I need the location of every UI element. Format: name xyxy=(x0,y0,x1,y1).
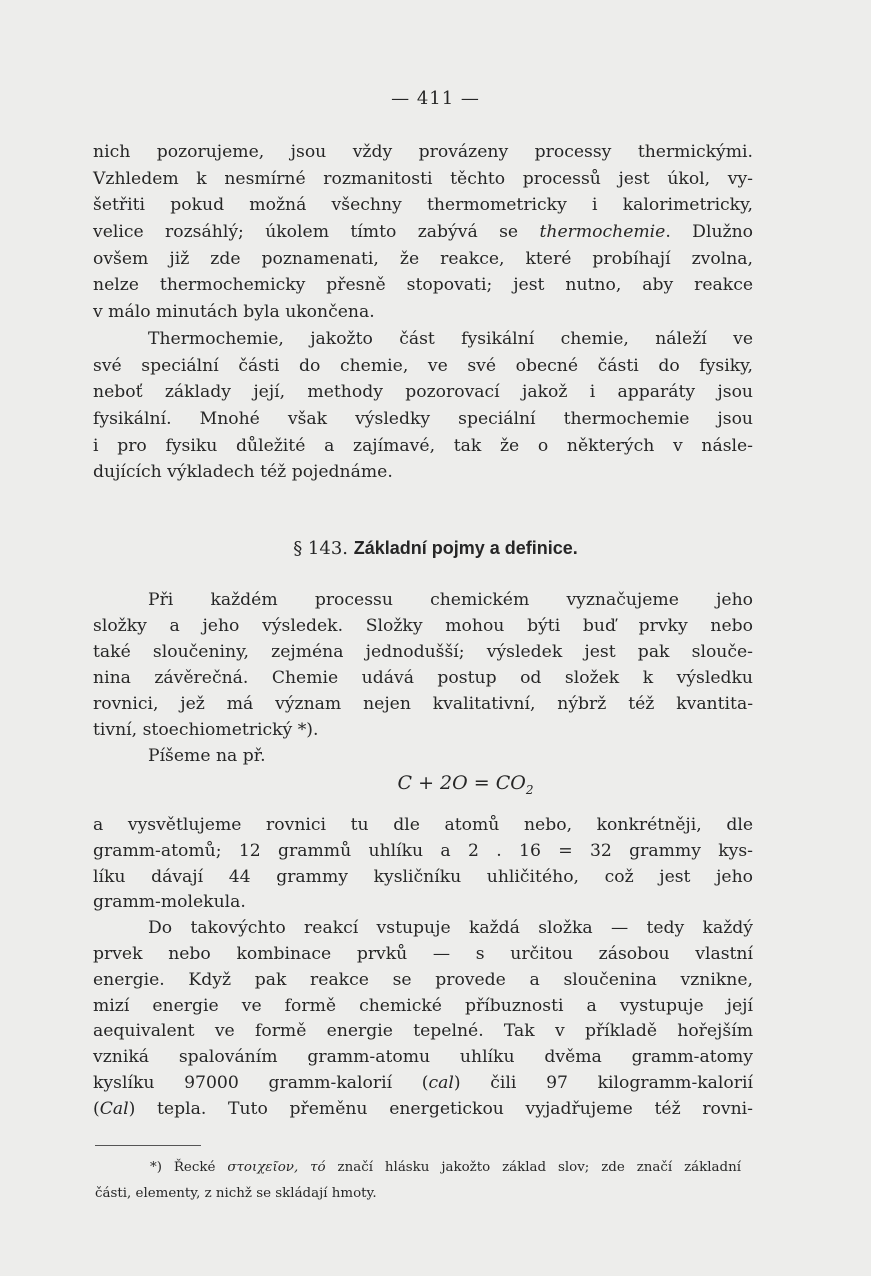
text-line xyxy=(93,139,753,166)
text-segment: tivní, stoechiometrický *). xyxy=(93,720,319,740)
page-number: — 411 — xyxy=(391,88,480,109)
text-line xyxy=(93,1045,753,1071)
footnote xyxy=(95,1155,741,1207)
text-segment: fysikální. Mnohé však výsledky speciální thermochemie jsou xyxy=(93,408,753,429)
text-line xyxy=(93,272,753,299)
text-line xyxy=(93,813,753,839)
text-segment: energie. Když pak reakce se provede a sloučenina vznikne, xyxy=(93,969,753,990)
text-line xyxy=(93,717,753,743)
text-line xyxy=(93,587,753,613)
text-line xyxy=(93,916,753,942)
text-line xyxy=(93,691,753,717)
text-line xyxy=(93,1071,753,1097)
text-line xyxy=(93,406,753,433)
text-segment: kyslíku 97000 gramm-kalorií ( xyxy=(93,1072,429,1093)
text-line xyxy=(93,353,753,380)
text-line xyxy=(93,665,753,691)
text-line xyxy=(93,942,753,968)
section-number: § 143. xyxy=(293,538,348,559)
text-line xyxy=(93,994,753,1020)
text-segment: a vysvětlujeme rovnici tu dle atomů nebo, konkrétněji, dle xyxy=(93,815,753,835)
text-line xyxy=(93,1019,753,1045)
text-line xyxy=(93,613,753,639)
text-segment: šetřiti pokud možná všechny thermometricky i kalorimetricky, xyxy=(93,195,753,216)
text-line xyxy=(93,968,753,994)
text-segment: také sloučeniny, zejména jednodušší; výsledek jest pak slouče- xyxy=(93,642,753,662)
text-line xyxy=(93,1097,753,1123)
text-segment: složky a jeho výsledek. Složky mohou býti buď prvky nebo xyxy=(93,616,753,636)
paragraph-block-3 xyxy=(93,813,753,1123)
text-segment: mizí energie ve formě chemické příbuznosti a vystupuje její xyxy=(93,995,753,1016)
text-line xyxy=(93,459,753,486)
text-segment: své speciální části do chemie, ve své obecné části do fysiky, xyxy=(93,355,753,376)
text-segment: *) Řecké xyxy=(150,1160,228,1175)
text-segment: Píšeme na př. xyxy=(148,746,266,766)
text-segment: Thermochemie, jakožto část fysikální chemie, náleží ve xyxy=(148,328,753,349)
text-segment: rovnici, jež má význam nejen kvalitativní, nýbrž též kvantita- xyxy=(93,694,753,714)
italic-segment: Cal xyxy=(99,1098,129,1119)
text-line xyxy=(93,433,753,460)
text-segment: líku dávají 44 grammy kysličníku uhličitého, což jest jeho xyxy=(93,866,753,887)
footnote-divider xyxy=(95,1145,201,1146)
text-segment: ovšem již zde poznamenati, že reakce, které probíhají zvolna, xyxy=(93,248,753,269)
text-segment: . Dlužno xyxy=(665,222,753,243)
text-line xyxy=(93,890,753,916)
text-segment: prvek nebo kombinace prvků — s určitou zásobou vlastní xyxy=(93,943,753,964)
text-segment: ) čili 97 kilogramm-kalorií xyxy=(453,1072,753,1093)
text-line xyxy=(93,839,753,865)
text-segment: ( xyxy=(93,1098,100,1119)
section-heading xyxy=(0,538,871,559)
footnote-line xyxy=(95,1181,741,1207)
italic-segment: thermochemie xyxy=(539,222,666,243)
footnote-line xyxy=(95,1155,741,1181)
text-line xyxy=(93,299,753,326)
text-segment: Do takovýchto reakcí vstupuje každá složka — tedy každý xyxy=(148,918,753,939)
italic-segment: στοιχεῖον, τό xyxy=(227,1160,326,1175)
text-segment: Vzhledem k nesmírné rozmanitosti těchto processů jest úkol, vy- xyxy=(93,168,753,189)
italic-segment: cal xyxy=(428,1072,454,1093)
text-segment: Při každém processu chemickém vyznačujeme jeho xyxy=(148,590,753,610)
text-segment: neboť základy její, methody pozorovací jakož i apparáty jsou xyxy=(93,382,753,403)
text-segment: v málo minutách byla ukončena. xyxy=(93,302,375,323)
text-line xyxy=(93,326,753,353)
chemical-equation xyxy=(0,772,871,797)
paragraph-block-2 xyxy=(93,587,753,769)
text-line xyxy=(93,246,753,273)
section-title: Základní pojmy a definice. xyxy=(353,538,578,558)
text-line xyxy=(93,219,753,246)
text-segment: nina závěrečná. Chemie udává postup od složek k výsledku xyxy=(93,668,753,688)
text-segment: značí hlásku jakožto základ slov; zde značí základní xyxy=(325,1160,741,1175)
text-line xyxy=(93,639,753,665)
text-segment: ) tepla. Tuto přeměnu energetickou vyjadřujeme též rovni- xyxy=(128,1098,753,1119)
paragraph-block-1 xyxy=(93,139,753,486)
text-segment: aequivalent ve formě energie tepelné. Tak v příkladě hořejším xyxy=(93,1021,753,1042)
text-segment: velice rozsáhlý; úkolem tímto zabývá se xyxy=(93,222,540,243)
text-line xyxy=(93,379,753,406)
text-segment: gramm-molekula. xyxy=(93,892,246,913)
equation-subscript: 2 xyxy=(525,782,534,797)
text-line xyxy=(93,865,753,891)
text-line xyxy=(93,192,753,219)
text-segment: gramm-atomů; 12 grammů uhlíku a 2 . 16 = 32 grammy kys- xyxy=(93,840,753,861)
text-line xyxy=(93,166,753,193)
text-segment: části, elementy, z nichž se skládají hmoty. xyxy=(95,1186,377,1201)
text-segment: vzniká spalováním gramm-atomu uhlíku dvěma gramm-atomy xyxy=(93,1047,753,1068)
text-segment: dujících výkladech též pojednáme. xyxy=(93,462,393,483)
equation-text: C + 2O = CO xyxy=(397,772,526,794)
text-segment: nelze thermochemicky přesně stopovati; jest nutno, aby reakce xyxy=(93,275,753,296)
text-line xyxy=(93,743,753,769)
text-segment: nich pozorujeme, jsou vždy provázeny processy thermickými. xyxy=(93,142,753,162)
text-segment: i pro fysiku důležité a zajímavé, tak že o některých v násle- xyxy=(93,435,753,456)
